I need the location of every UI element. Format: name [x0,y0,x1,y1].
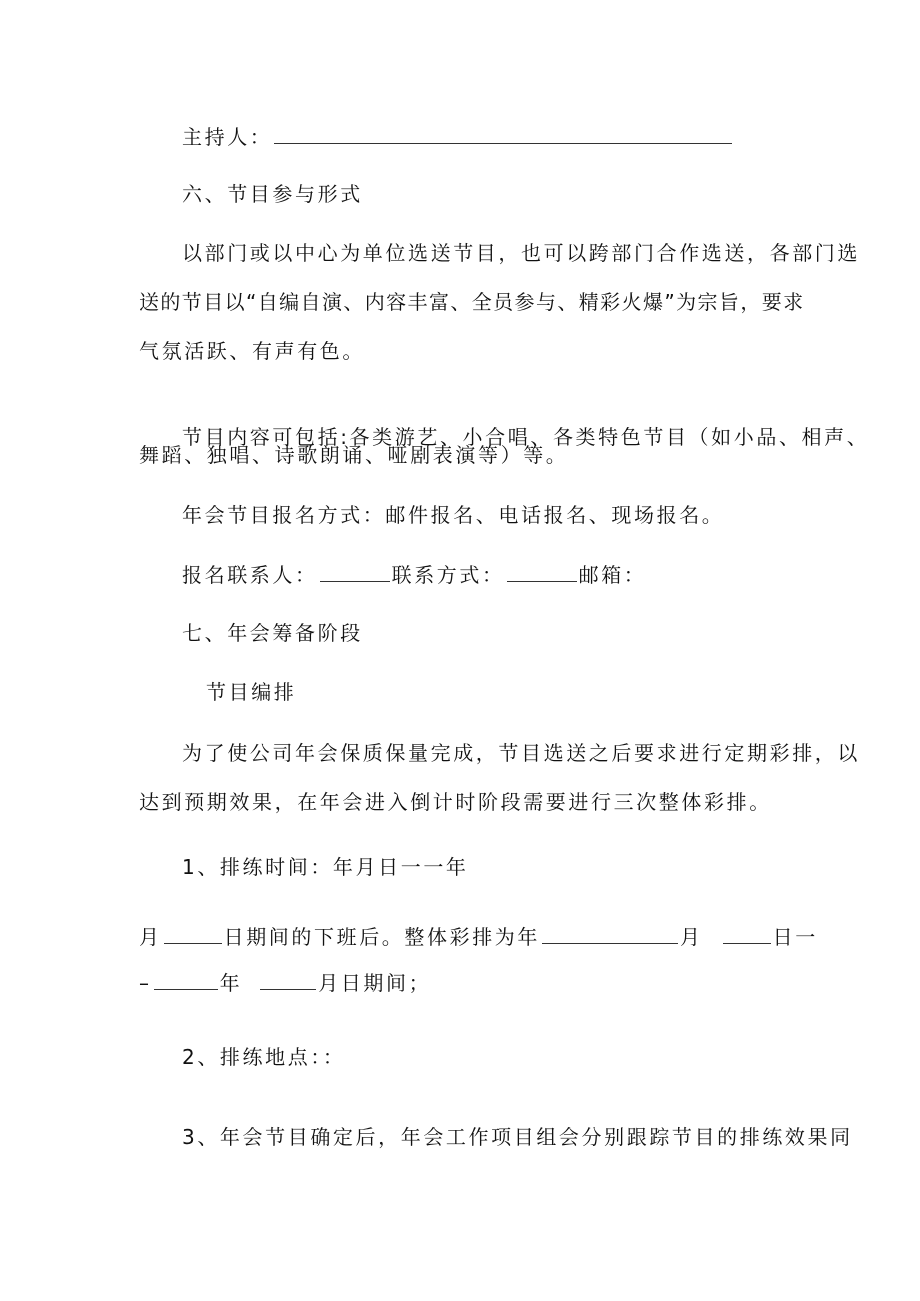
host-blank [274,125,732,144]
month-text-2: 月 [680,925,703,949]
year-text: 年 [219,971,243,995]
day-text: 日一 [772,925,818,949]
month-text-1: 月 [139,925,162,949]
paragraph-3: 年会节目报名方式：邮件报名、电话报名、现场报名。 [182,503,725,527]
paragraph-2-line-1: 节目内容可包括:各类游艺、小合唱、各类特色节目（如小品、相声、 [182,425,870,449]
schedule-line-2 [139,970,431,996]
blank-1 [164,925,222,944]
contact-method-blank [507,563,577,582]
contact-person-blank [320,563,390,582]
blank-4 [154,971,218,990]
paragraph-1-line-3: 气氛活跃、有声有色。 [139,339,365,363]
period-text: 月日期间； [318,971,432,995]
schedule-line-1 [139,924,818,950]
paragraph-1-line-1: 以部门或以中心为单位选送节目，也可以跨部门合作选送，各部门选 [182,241,860,265]
item-3: 3、年会节目确定后，年会工作项目组会分别跟踪节目的排练效果同 [182,1125,853,1149]
rehearsal-text: 日期间的下班后。整体彩排为年 [223,925,541,949]
item-2: 2、排练地点：： [182,1045,346,1069]
contact-method-label: 联系方式： [391,563,505,587]
subsection-title: 节目编排 [206,680,297,704]
paragraph-5-line-2: 达到预期效果，在年会进入倒计时阶段需要进行三次整体彩排。 [139,790,772,814]
section-6-title: 六、节目参与形式 [182,182,363,206]
blank-5 [260,971,316,990]
paragraph-1-line-2: 送的节目以“自编自演、内容丰富、全员参与、精彩火爆”为宗旨，要求 [139,290,805,314]
blank-3 [723,925,771,944]
section-7-title: 七、年会筹备阶段 [182,621,363,645]
paragraph-5-line-1: 为了使公司年会保质保量完成，节目选送之后要求进行定期彩排，以 [182,741,860,765]
email-label: 邮箱： [578,563,647,587]
dash-text: – [139,971,152,995]
contact-person-label: 报名联系人： [182,563,318,587]
host-line [182,124,734,150]
paragraph-2-line-2: 舞蹈、独唱、诗歌朗诵、哑剧表演等）等。 [139,443,569,467]
host-label: 主持人： [182,125,273,149]
paragraph-4 [182,562,646,588]
item-1: 1、排练时间：年月日一一年 [182,855,469,879]
blank-2 [542,925,678,944]
